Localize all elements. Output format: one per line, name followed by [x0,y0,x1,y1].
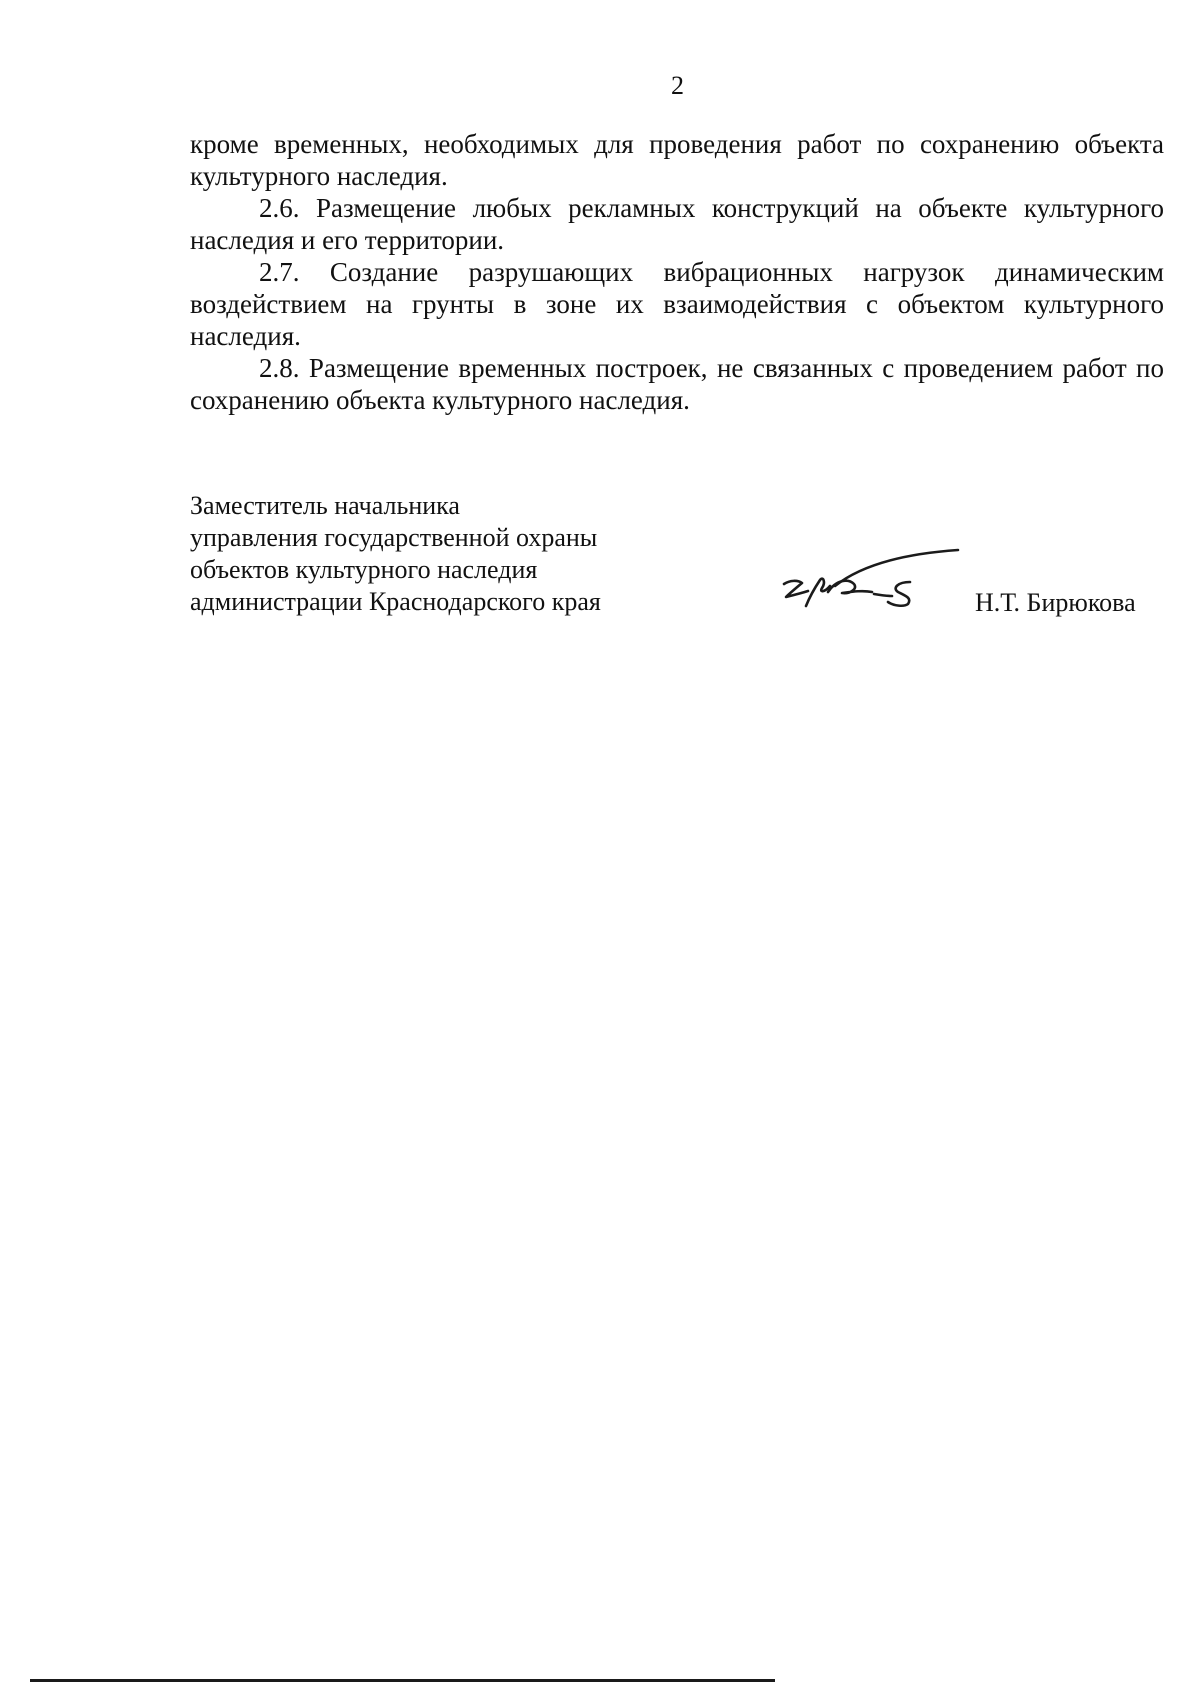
document-body [190,128,1164,416]
paragraph-2-6: 2.6. Размещение любых рекламных конструкций на объекте культурного наследия и его территории. [190,193,1164,255]
signer-position-line: управления государственной охраны [190,523,598,552]
paragraph-2-8: 2.8. Размещение временных построек, не связанных с проведением работ по сохранению объекта культурного наследия. [190,353,1164,415]
paragraph-continuation: кроме временных, необходимых для проведения работ по сохранению объекта культурного наследия. [190,129,1164,191]
page-number: 2 [671,71,684,100]
signature-block [190,490,1175,630]
signer-position-line: Заместитель начальника [190,491,460,520]
scan-edge-line [30,1679,775,1682]
signer-position-line: объектов культурного наследия [190,555,538,584]
handwritten-signature [780,536,965,616]
signer-position-line: администрации Краснодарского края [190,587,601,616]
signer-name: Н.Т. Бирюкова [975,588,1136,617]
signer-position [190,490,601,618]
paragraph-2-7: 2.7. Создание разрушающих вибрационных нагрузок динамическим воздействием на грунты в зоне их взаимодействия с объектом культурного наследия. [190,257,1164,351]
